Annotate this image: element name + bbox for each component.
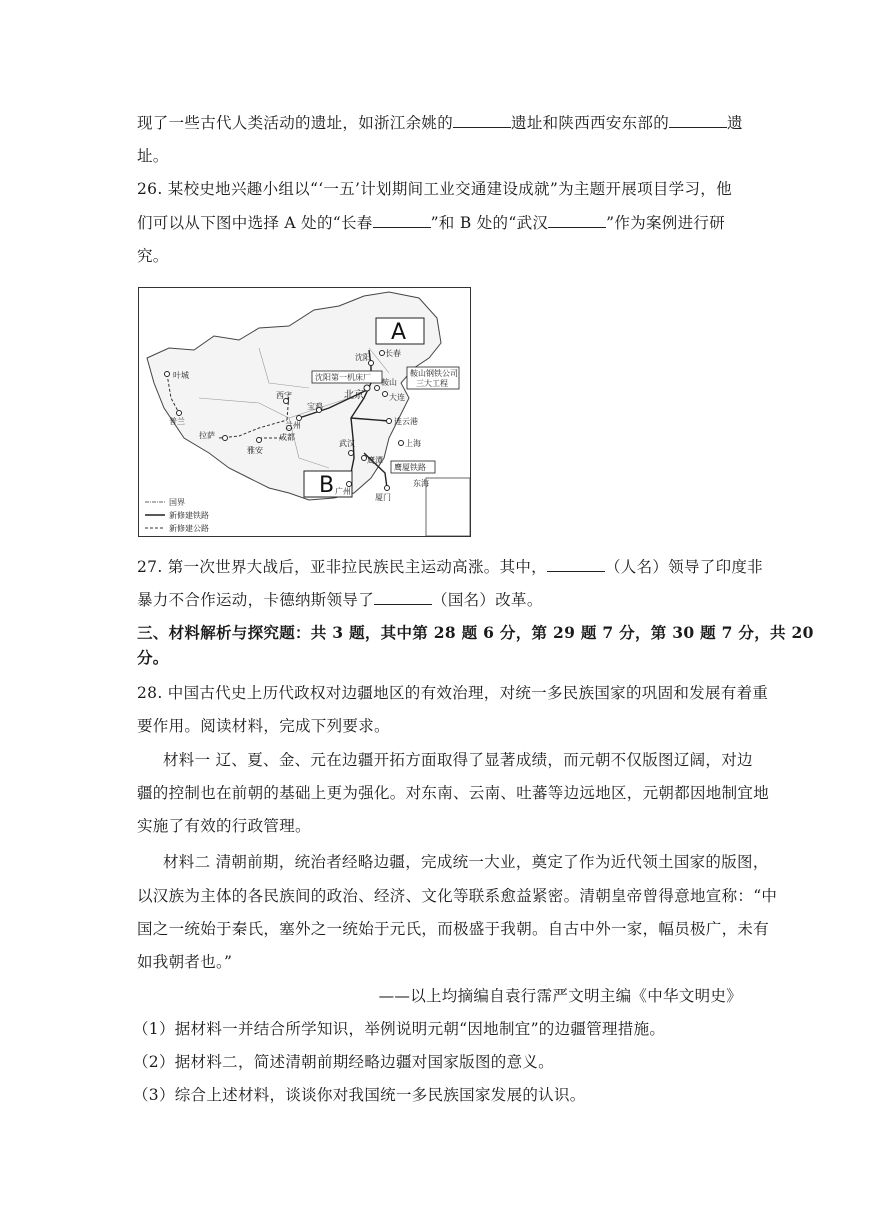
answer-blank [374,590,432,605]
q27-text-b2: （国名）改革。 [432,591,543,609]
answer-blank [547,557,605,572]
city-anshan: 鞍山 [381,378,397,387]
rail-callout-label: 鹰厦铁路 [394,463,426,472]
material-2-line-1: 材料二 清朝前期，统治者经略边疆，完成统一大业，奠定了作为近代领土国家的版图， [163,853,769,871]
steel-callout-label-2: 三大工程 [416,379,448,388]
map-svg [139,288,470,536]
city-shenyang: 沈阳 [355,353,371,362]
q28-intro-2: 要作用。阅读材料，完成下列要求。 [137,717,390,735]
city-lanzhou: 兰州 [285,421,301,430]
q27-line-1 [137,557,763,577]
industry-transport-map [138,287,471,537]
city-xining: 西宁 [276,391,292,400]
material-2-line-2: 以汉族为主体的各民族间的政治、经济、文化等联系愈益紧密。清朝皇帝曾得意地宣称：“中 [137,887,778,905]
city-pulan: 普兰 [169,417,185,426]
q28-intro-1: 28. 中国古代史上历代政权对边疆地区的有效治理，对统一多民族国家的巩固和发展有着重 [137,684,769,702]
city-beijing: 北京 [344,390,364,401]
q26-text-a: 们可以从下图中选择 A 处的“长春 [137,214,373,232]
q26-text-b: ”和 B 处的“武汉 [430,214,549,232]
box-a-label: A [391,320,407,345]
answer-blank [453,113,511,128]
q26-line-3: 究。 [137,247,169,265]
q25-text-b: 遗址和陕西西安东部的 [511,114,670,132]
q26-text-c: ”作为案例进行研 [606,214,725,232]
q26-line-1: 26. 某校史地兴趣小组以“‘一五’计划期间工业交通建设成就”为主题开展项目学习，他 [137,180,732,198]
material-source: ——以上均摘编自袁行霈严文明主编《中华文明史》 [378,987,742,1005]
city-xiamen: 厦门 [375,493,391,502]
q27-line-2 [137,590,543,610]
city-lasa: 拉萨 [199,431,215,440]
city-yingtan: 鹰潭 [367,456,383,465]
steel-callout-label-1: 鞍山钢铁公司 [410,369,458,378]
legend-border: 国界 [169,498,185,507]
q25-text-c: 遗 [727,114,743,132]
material-1-line-3: 实施了有效的行政管理。 [137,817,311,835]
south-sea-inset [426,478,470,536]
q28-subquestion-3: （3）综合上述材料，谈谈你对我国统一多民族国家发展的认识。 [133,1086,586,1104]
material-2-line-4: 如我朝者也。” [137,953,233,971]
city-dalian: 大连 [389,393,405,402]
box-b-label: B [319,473,335,498]
city-shanghai: 上海 [405,439,421,448]
city-wuhan: 武汉 [339,439,355,448]
city-changchun: 长春 [385,349,401,358]
q27-text-a2: 暴力不合作运动，卡德纳斯领导了 [137,591,375,609]
material-1-line-2: 疆的控制也在前朝的基础上更为强化。对东南、云南、吐蕃等边远地区，元朝都因地制宜地 [137,784,770,802]
city-lianyungang: 连云港 [394,417,418,426]
answer-blank [669,113,727,128]
answer-blank [373,213,431,228]
material-2-line-3: 国之一统始于秦氏，塞外之一统始于元氏，而极盛于我朝。自古中外一家，幅员极广，未有 [137,920,770,938]
sea-label: 东海 [413,479,429,488]
q25-line-1 [137,113,743,133]
q27-text-a: 27. 第一次世界大战后，亚非拉民族民主运动高涨。其中， [137,558,547,576]
city-baoji: 宝鸡 [307,402,323,411]
city-yaan: 雅安 [247,446,263,455]
map-legend [145,498,209,533]
q26-line-2 [137,213,725,233]
city-yecheng: 叶城 [173,371,189,380]
city-chengdu: 成都 [279,433,295,442]
q28-subquestion-2: （2）据材料二，简述清朝前期经略边疆对国家版图的意义。 [133,1053,554,1071]
q27-text-b: （人名）领导了印度非 [604,558,763,576]
legend-road: 新修建公路 [169,524,209,533]
section-3-heading-cont: 分。 [137,648,169,667]
answer-blank [548,213,606,228]
q28-subquestion-1: （1）据材料一并结合所学知识，举例说明元朝“因地制宜”的边疆管理措施。 [133,1020,666,1038]
q25-line-2: 址。 [137,147,169,165]
q25-text-a: 现了一些古代人类活动的遗址，如浙江余姚的 [137,114,454,132]
section-3-heading: 三、材料解析与探究题：共 3 题，其中第 28 题 6 分，第 29 题 7 分，第 30 题 7 分，共 20 [137,623,814,642]
factory-callout-label: 沈阳第一机床厂 [315,373,371,382]
legend-rail: 新修建铁路 [169,511,209,520]
material-1-line-1: 材料一 辽、夏、金、元在边疆开拓方面取得了显著成绩，而元朝不仅版图辽阔，对边 [163,751,753,769]
city-guangzhou: 广州 [335,487,351,496]
